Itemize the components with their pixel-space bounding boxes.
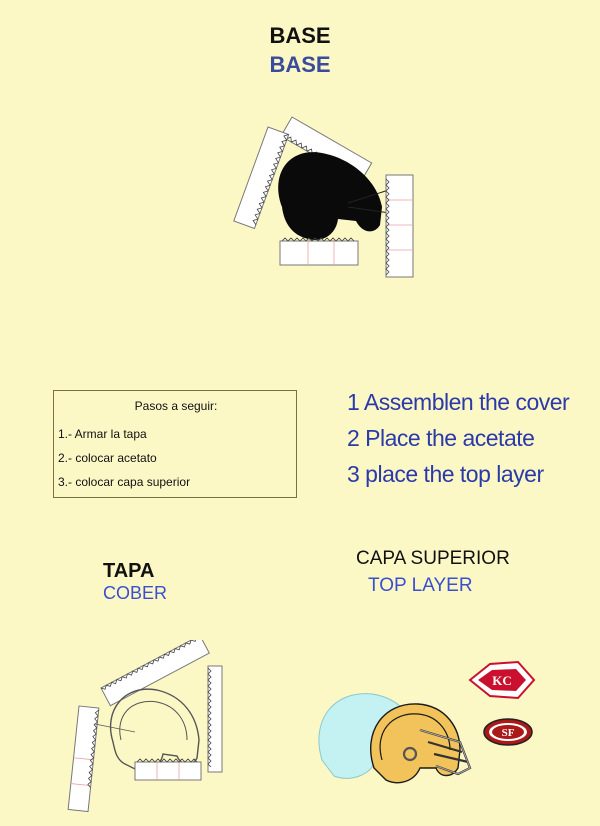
sf-logo-text: SF xyxy=(501,727,515,739)
base-diagram xyxy=(230,95,430,285)
step-en-3: 3 place the top layer xyxy=(347,461,544,487)
tapa-strip-right xyxy=(208,666,222,772)
base-strip-bottom xyxy=(280,238,358,265)
tapa-diagram xyxy=(65,640,235,815)
step-en-2: 2 Place the acetate xyxy=(347,425,535,451)
tapa-strip-top xyxy=(101,640,209,706)
base-subtitle: BASE xyxy=(269,52,331,77)
kc-logo xyxy=(470,662,534,698)
steps-heading: Pasos a seguir: xyxy=(134,399,218,413)
capa-subtitle: TOP LAYER xyxy=(368,575,473,596)
base-title: BASE xyxy=(269,23,331,48)
tapa-strip-left xyxy=(68,706,99,812)
tapa-title: TAPA xyxy=(103,560,155,582)
steps-list-en xyxy=(347,384,569,492)
step-es-3: 3.- colocar capa superior xyxy=(58,475,191,489)
kc-logo-text: KC xyxy=(492,673,512,688)
base-strip-right xyxy=(386,175,413,277)
step-en-1: 1 Assemblen the cover xyxy=(347,389,570,415)
tapa-subtitle: COBER xyxy=(103,583,168,603)
step-es-1: 1.- Armar la tapa xyxy=(58,427,147,441)
capa-title: CAPA SUPERIOR xyxy=(356,548,510,569)
steps-box-es xyxy=(53,390,297,498)
step-es-2: 2.- colocar acetato xyxy=(58,451,157,465)
tapa-strip-bottom xyxy=(135,759,201,780)
top-layer-diagram xyxy=(310,650,550,790)
sf-logo xyxy=(484,719,532,745)
